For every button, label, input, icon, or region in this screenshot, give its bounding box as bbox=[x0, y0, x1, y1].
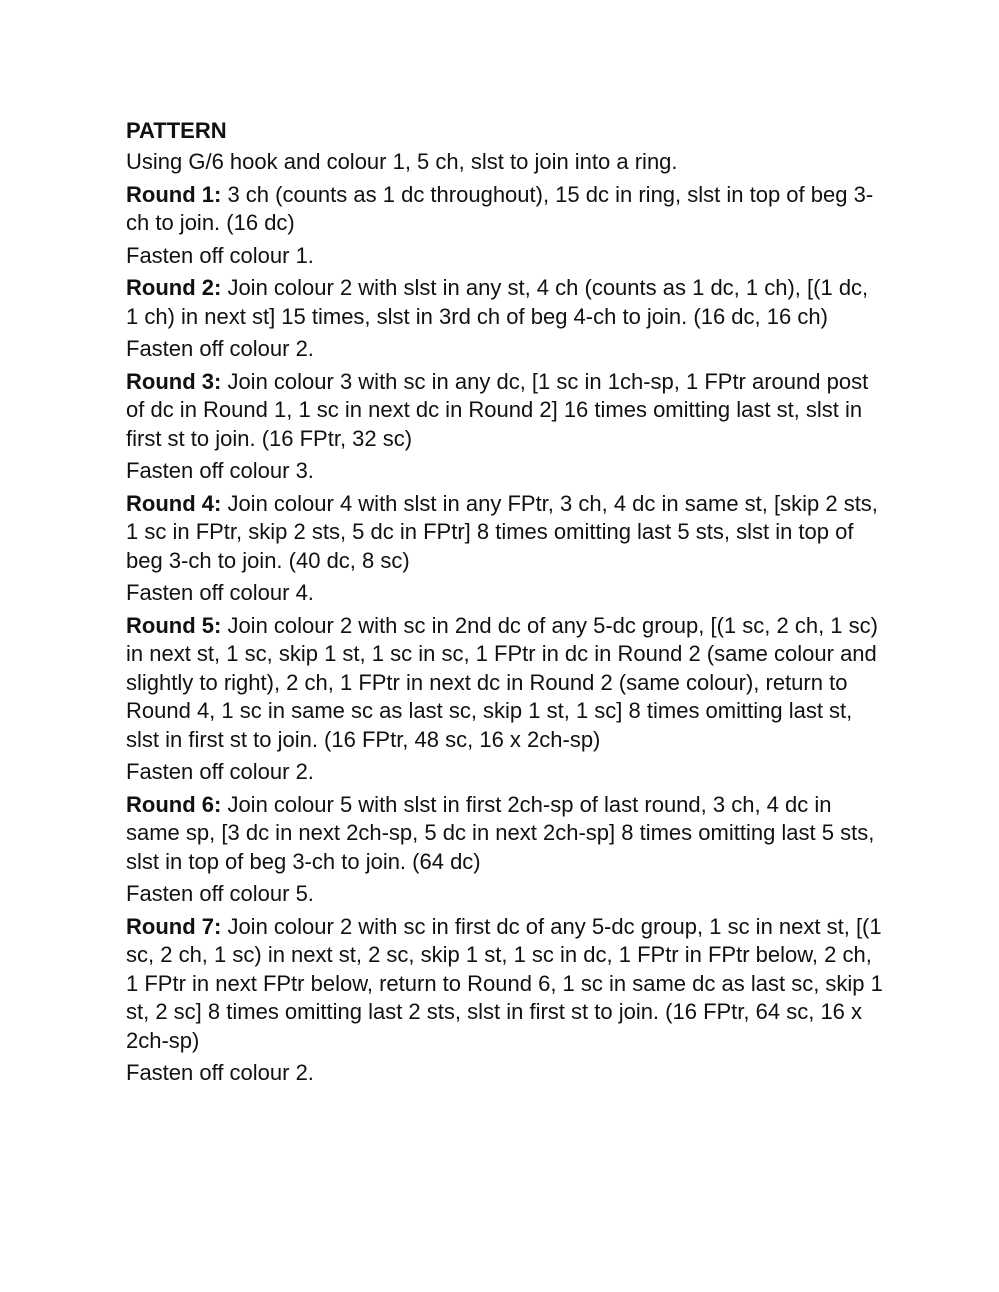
round-2-fasten-off: Fasten off colour 2. bbox=[126, 336, 314, 361]
round-1-text: 3 ch (counts as 1 dc throughout), 15 dc in ring, slst in top of beg 3-ch to join. (16 dc) bbox=[126, 181, 874, 235]
round-5-text: Join colour 2 with sc in 2nd dc of any 5-dc group, [(1 sc, 2 ch, 1 sc) in next st, 1 sc, skip 1 st, 1 sc in sc, 1 FPtr in dc in Round 2 (same colour and slightly to right), 2 ch, 1 FPtr in next dc in Round 2 (same colour), return to Round 4, 1 sc in same sc as last sc, skip 1 st, 1 sc] 8 times omitting last st, slst in first st to join. (16 FPtr, 48 sc, 16 x 2ch-sp) bbox=[126, 612, 878, 752]
intro-instruction: Using G/6 hook and colour 1, 5 ch, slst to join into a ring. bbox=[126, 149, 678, 174]
round-5-label: Round 5: bbox=[126, 612, 222, 638]
pattern-document bbox=[126, 116, 886, 1088]
round-2-instruction bbox=[126, 274, 886, 331]
round-5-instruction bbox=[126, 612, 886, 755]
round-4-fasten-off: Fasten off colour 4. bbox=[126, 580, 314, 605]
round-7-instruction bbox=[126, 913, 886, 1056]
round-4-text: Join colour 4 with slst in any FPtr, 3 ch, 4 dc in same st, [skip 2 sts, 1 sc in FPtr, skip 2 sts, 5 dc in FPtr] 8 times omitting last 5 sts, slst in top of beg 3-ch to join. (40 dc, 8 sc) bbox=[126, 490, 878, 573]
round-6-instruction bbox=[126, 791, 886, 877]
round-6-text: Join colour 5 with slst in first 2ch-sp of last round, 3 ch, 4 dc in same sp, [3 dc in next 2ch-sp, 5 dc in next 2ch-sp] 8 times omitting last 5 sts, slst in top of beg 3-ch to join. (64 dc) bbox=[126, 791, 875, 874]
round-3-text: Join colour 3 with sc in any dc, [1 sc in 1ch-sp, 1 FPtr around post of dc in Round 1, 1 sc in next dc in Round 2] 16 times omitting last st, slst in first st to join. (16 FPtr, 32 sc) bbox=[126, 368, 869, 451]
round-3-instruction bbox=[126, 368, 886, 454]
round-2-label: Round 2: bbox=[126, 275, 222, 300]
round-3-label: Round 3: bbox=[126, 368, 222, 394]
round-7-label: Round 7: bbox=[126, 913, 222, 939]
round-7-fasten-off: Fasten off colour 2. bbox=[126, 1060, 314, 1085]
round-6-label: Round 6: bbox=[126, 791, 222, 817]
round-1-label: Round 1: bbox=[126, 181, 222, 207]
round-6-fasten-off: Fasten off colour 5. bbox=[126, 881, 314, 906]
page-title: PATTERN bbox=[126, 118, 227, 143]
round-1-instruction bbox=[126, 181, 886, 238]
round-1-fasten-off: Fasten off colour 1. bbox=[126, 242, 314, 268]
round-7-text: Join colour 2 with sc in first dc of any 5-dc group, 1 sc in next st, [(1 sc, 2 ch, 1 sc) in next st, 2 sc, skip 1 st, 1 sc in dc, 1 FPtr in FPtr below, 2 ch, 1 FPtr in next FPtr below, return to Round 6, 1 sc in same dc as last sc, skip 1 st, 2 sc] 8 times omitting last 2 sts, slst in first st to join. (16 FPtr, 64 sc, 16 x 2ch-sp) bbox=[126, 913, 883, 1053]
round-2-text: Join colour 2 with slst in any st, 4 ch (counts as 1 dc, 1 ch), [(1 dc, 1 ch) in next st] 15 times, slst in 3rd ch of beg 4-ch to join. (16 dc, 16 ch) bbox=[126, 275, 869, 329]
round-4-label: Round 4: bbox=[126, 490, 222, 516]
round-5-fasten-off: Fasten off colour 2. bbox=[126, 759, 314, 784]
round-4-instruction bbox=[126, 490, 886, 576]
round-3-fasten-off: Fasten off colour 3. bbox=[126, 458, 314, 483]
